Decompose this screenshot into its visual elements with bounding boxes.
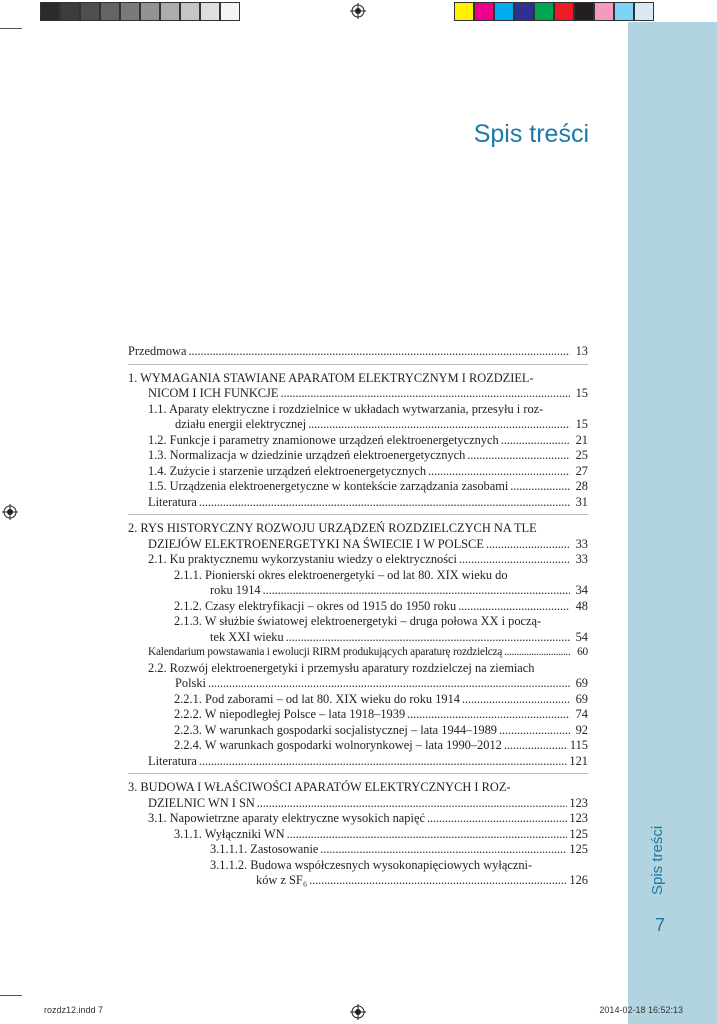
- grayscale-color-bar: [40, 2, 240, 22]
- toc-entry: [128, 599, 588, 615]
- toc-entry-title: 2.2.4. W warunkach gospodarki wolnorynkowej – lata 1990–2012: [174, 738, 502, 752]
- toc-entry-title: 2.1.1. Pionierski okres elektroenergetyki – od lat 80. XIX wieku do: [174, 567, 508, 582]
- toc-chapter-heading: 1. WYMAGANIA STAWIANE APARATOM ELEKTRYCZNYM I ROZDZIEL-: [128, 370, 534, 385]
- divider: [128, 514, 588, 515]
- crop-mark: [0, 28, 22, 29]
- toc-page-number: 69: [575, 691, 588, 706]
- toc-page-number: 21: [575, 432, 588, 447]
- page-title: Spis treści: [473, 120, 589, 148]
- toc-entry-title: Literatura: [148, 494, 197, 509]
- color-swatch: [574, 2, 594, 21]
- gray-swatch: [180, 2, 200, 21]
- gray-swatch: [200, 2, 220, 21]
- toc-entry: [128, 842, 588, 858]
- table-of-contents: [128, 344, 588, 889]
- toc-entry: [128, 583, 588, 599]
- toc-entry: [128, 811, 588, 827]
- toc-entry: [128, 344, 588, 360]
- crop-mark: [0, 995, 22, 996]
- color-swatch: [534, 2, 554, 21]
- toc-entry-title: 3.1.1.2. Budowa współczesnych wysokonapięciowych wyłączni-: [210, 857, 533, 872]
- toc-entry-title: tek XXI wieku: [210, 629, 284, 644]
- registration-mark-icon: [350, 3, 366, 19]
- toc-entry-title: 2.2.3. W warunkach gospodarki socjalistycznej – lata 1944–1989: [174, 722, 498, 737]
- toc-entry-title: DZIELNIC WN I SN: [148, 795, 255, 810]
- color-swatch: [554, 2, 574, 21]
- toc-entry: [128, 630, 588, 646]
- toc-page-number: 125: [569, 842, 588, 856]
- toc-entry: [128, 676, 588, 692]
- color-swatch: [634, 2, 654, 21]
- cmyk-color-bar: [454, 2, 654, 22]
- toc-entry-title: działu energii elektrycznej: [175, 417, 307, 431]
- toc-entry: [128, 827, 588, 843]
- toc-entry: [128, 479, 588, 495]
- toc-entry-title: 2.2. Rozwój elektroenergetyki i przemysłu aparatury rozdzielczej na ziemiach: [148, 660, 535, 675]
- toc-entry: [128, 386, 588, 402]
- toc-entry: [128, 692, 588, 708]
- color-swatch: [514, 2, 534, 21]
- gray-swatch: [40, 2, 60, 21]
- gray-swatch: [120, 2, 140, 21]
- toc-page-number: 121: [569, 753, 588, 768]
- toc-page-number: 25: [575, 448, 588, 462]
- toc-entry-title: 3.1.1.1. Zastosowanie: [210, 842, 319, 856]
- toc-chapter-heading: 3. BUDOWA I WŁAŚCIWOŚCI APARATÓW ELEKTRYCZNYCH I ROZ-: [128, 780, 511, 794]
- gray-swatch: [60, 2, 80, 21]
- toc-page-number: 74: [575, 707, 588, 721]
- toc-entry-title: 1.3. Normalizacja w dziedzinie urządzeń elektroenergetycznych: [148, 448, 466, 462]
- toc-entry: [128, 417, 588, 433]
- toc-entry-title: DZIEJÓW ELEKTROENERGETYKI NA ŚWIECIE I W POLSCE: [148, 536, 484, 551]
- color-swatch: [454, 2, 474, 21]
- toc-entry: [128, 738, 588, 754]
- sidebar-section-label: Spis treści: [649, 825, 666, 895]
- toc-entry: [128, 433, 588, 449]
- toc-page-number: 60: [577, 646, 588, 658]
- toc-entry: [128, 552, 588, 568]
- toc-entry-title: Kalendarium powstawania i ewolucji RIRM produkujących aparaturę rozdzielczą: [148, 646, 503, 658]
- toc-entry-title: 1.5. Urządzenia elektroenergetyczne w kontekście zarządzania zasobami: [148, 479, 509, 493]
- gray-swatch: [220, 2, 240, 21]
- toc-chapter-heading: 2. RYS HISTORYCZNY ROZWOJU URZĄDZEŃ ROZDZIELCZYCH NA TLE: [128, 521, 537, 535]
- divider: [128, 773, 588, 774]
- color-swatch: [474, 2, 494, 21]
- file-slug: rozdz12.indd 7: [44, 1005, 104, 1015]
- toc-page-number: 69: [575, 676, 588, 690]
- toc-entry: [128, 723, 588, 739]
- toc-entry-title: Polski: [175, 676, 206, 690]
- toc-entry-title: 3.1. Napowietrzne aparaty elektryczne wysokich napięć: [148, 811, 425, 825]
- toc-entry-title: Literatura: [148, 753, 197, 768]
- toc-page-number: 33: [575, 536, 588, 551]
- timestamp-slug: 2014-02-18 16:52:13: [599, 1005, 683, 1015]
- toc-entry-title: 1.2. Funkcje i parametry znamionowe urządzeń elektroenergetycznych: [148, 432, 499, 447]
- gray-swatch: [100, 2, 120, 21]
- toc-page-number: 48: [575, 598, 588, 613]
- toc-page-number: 92: [575, 722, 588, 737]
- toc-page-number: 33: [575, 552, 588, 566]
- toc-entry-title: ków z SF₆: [256, 873, 308, 887]
- toc-page-number: 126: [569, 873, 588, 887]
- gray-swatch: [140, 2, 160, 21]
- color-swatch: [494, 2, 514, 21]
- toc-entry-title: NICOM I ICH FUNKCJE: [148, 386, 279, 400]
- toc-page-number: 27: [575, 463, 588, 478]
- toc-entry: [128, 707, 588, 723]
- toc-entry-title: 2.2.1. Pod zaborami – od lat 80. XIX wieku do roku 1914: [174, 691, 460, 706]
- toc-page-number: 115: [569, 738, 588, 752]
- toc-page-number: 15: [575, 386, 588, 400]
- toc-entry: [128, 796, 588, 812]
- toc-page-number: 34: [575, 583, 588, 597]
- toc-page-number: 13: [575, 344, 588, 358]
- toc-page-number: 15: [575, 417, 588, 431]
- toc-entry-title: 1.1. Aparaty elektryczne i rozdzielnice w układach wytwarzania, przesyłu i roz-: [148, 401, 544, 416]
- toc-entry-title: 1.4. Zużycie i starzenie urządzeń elektroenergetycznych: [148, 463, 427, 478]
- toc-entry: [128, 873, 588, 889]
- toc-entry: [128, 537, 588, 553]
- toc-entry-title: roku 1914: [210, 583, 261, 597]
- color-swatch: [614, 2, 634, 21]
- toc-entry-title: 3.1.1. Wyłączniki WN: [174, 826, 285, 841]
- toc-page-number: 31: [575, 494, 588, 509]
- toc-entry-title: 2.1. Ku praktycznemu wykorzystaniu wiedzy o elektryczności: [148, 552, 457, 566]
- toc-entry-title: 2.1.2. Czasy elektryfikacji – okres od 1915 do 1950 roku: [174, 598, 457, 613]
- toc-entry: [128, 495, 588, 511]
- registration-mark-icon: [350, 1004, 366, 1020]
- chapter-sidebar: [628, 22, 717, 1024]
- divider: [128, 364, 588, 365]
- gray-swatch: [160, 2, 180, 21]
- gray-swatch: [80, 2, 100, 21]
- toc-entry: [128, 464, 588, 480]
- toc-entry: [128, 645, 588, 661]
- toc-page-number: 125: [569, 826, 588, 841]
- toc-page-number: 123: [569, 795, 588, 810]
- toc-page-number: 28: [575, 479, 588, 493]
- toc-entry-title: 2.1.3. W służbie światowej elektroenergetyki – druga połowa XX i począ-: [174, 614, 542, 628]
- toc-page-number: 123: [569, 811, 588, 825]
- registration-mark-icon: [2, 504, 18, 520]
- toc-entry-title: Przedmowa: [128, 344, 187, 358]
- toc-page-number: 54: [575, 629, 588, 644]
- color-swatch: [594, 2, 614, 21]
- toc-entry-title: 2.2.2. W niepodległej Polsce – lata 1918–1939: [174, 707, 406, 721]
- page-number: 7: [655, 915, 666, 935]
- toc-entry: [128, 754, 588, 770]
- toc-entry: [128, 448, 588, 464]
